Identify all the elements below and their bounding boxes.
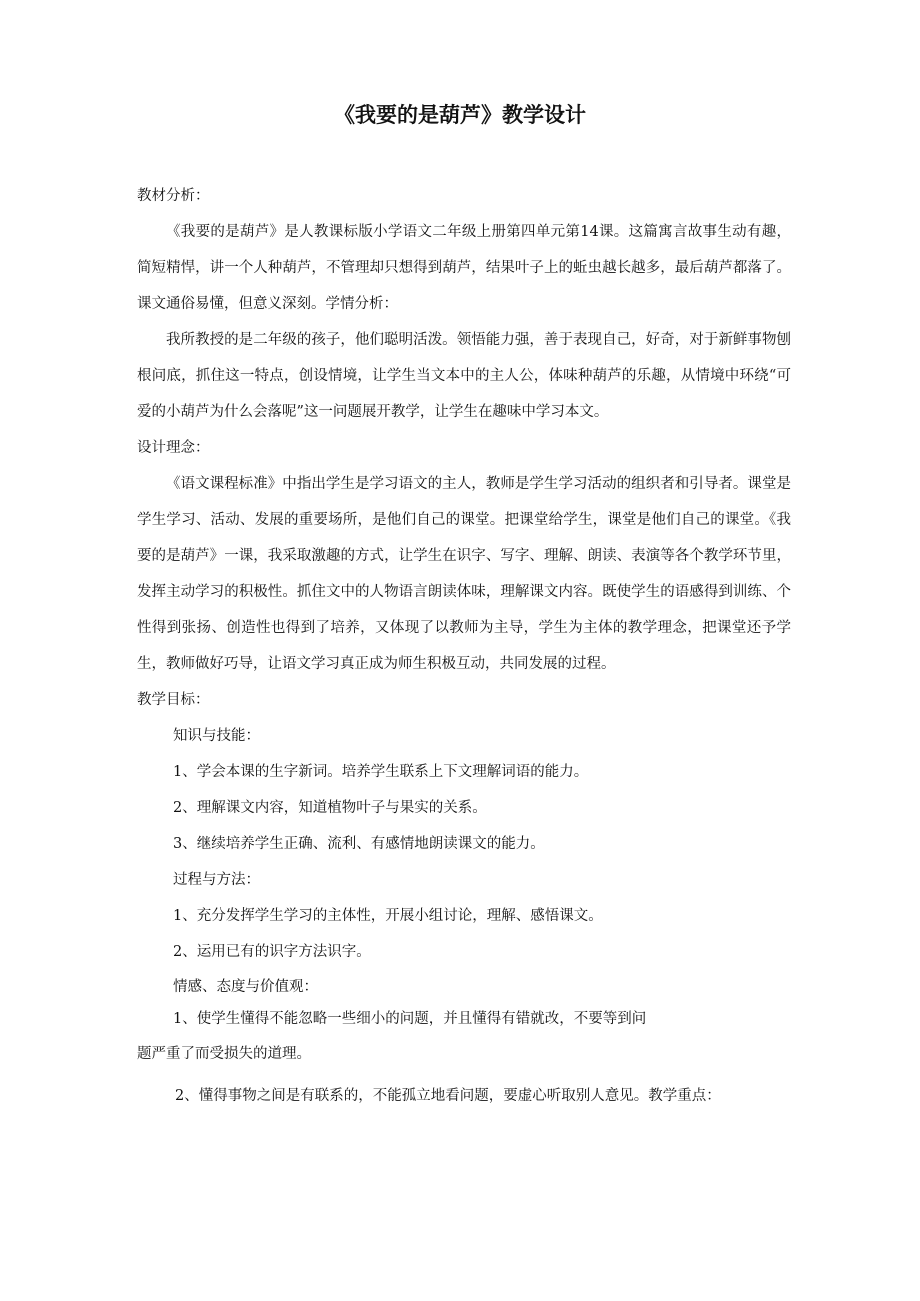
material-paragraph-2: 我所教授的是二年级的孩子，他们聪明活泼。领悟能力强，善于表现自己，好奇，对于新鲜事物刨根问底，抓住这一特点，创设情境，让学生当文本中的主人公，体味种葫芦的乐趣，从情境中环绕“可爱的小葫芦为什么会落呢”这一问题展开教学，让学生在趣味中学习本文。	[137, 332, 791, 420]
process-item-2: 2、运用已有的识字方法识字。	[173, 944, 371, 960]
goals-heading: 教学目标：	[137, 692, 210, 708]
knowledge-item-1: 1、学会本课的生字新词。培养学生联系上下文理解词语的能力。	[173, 764, 589, 780]
knowledge-heading: 知识与技能：	[173, 728, 260, 744]
emotion-item-1a: 1、使学生懂得不能忽略一些细小的问题，并且懂得有错就改，不要等到问	[173, 1011, 647, 1027]
design-heading: 设计理念：	[137, 440, 210, 456]
material-heading: 教材分析：	[137, 188, 210, 204]
knowledge-item-2: 2、理解课文内容，知道植物叶子与果实的关系。	[173, 800, 487, 816]
emotion-heading: 情感、态度与价值观：	[173, 979, 318, 995]
document-body	[137, 178, 791, 1114]
emotion-item-1b: 题严重了而受损失的道理。	[137, 1046, 311, 1062]
material-paragraph-1: 《我要的是葫芦》是人教课标版小学语文二年级上册第四单元第14课。这篇寓言故事生动有趣，简短精悍，讲一个人种葫芦，不管理却只想得到葫芦，结果叶子上的蚯虫越长越多，最后葫芦都落了。课文通俗易懂，但意义深刻。学情分析：	[137, 224, 791, 312]
design-paragraph: 《语文课程标准》中指出学生是学习语文的主人，教师是学生学习活动的组织者和引导者。课堂是学生学习、活动、发展的重要场所，是他们自己的课堂。把课堂给学生，课堂是他们自己的课堂。《我要的是葫芦》一课，我采取激趣的方式，让学生在识字、写字、理解、朗读、表演等各个教学环节里，发挥主动学习的积极性。抓住文中的人物语言朗读体味，理解课文内容。既使学生的语感得到训练、个性得到张扬、创造性也得到了培养，又体现了以教师为主导，学生为主体的教学理念，把课堂还予学生，教师做好巧导，让语文学习真正成为师生积极互动，共同发展的过程。	[137, 476, 791, 672]
knowledge-item-3: 3、继续培养学生正确、流利、有感情地朗读课文的能力。	[173, 836, 545, 852]
emotion-item-2: 2、懂得事物之间是有联系的，不能孤立地看问题，要虚心听取别人意见。教学重点：	[175, 1088, 721, 1104]
document-title: 《我要的是葫芦》教学设计	[334, 103, 586, 127]
process-heading: 过程与方法：	[173, 872, 260, 888]
process-item-1: 1、充分发挥学生学习的主体性，开展小组讨论，理解、感悟课文。	[173, 908, 603, 924]
